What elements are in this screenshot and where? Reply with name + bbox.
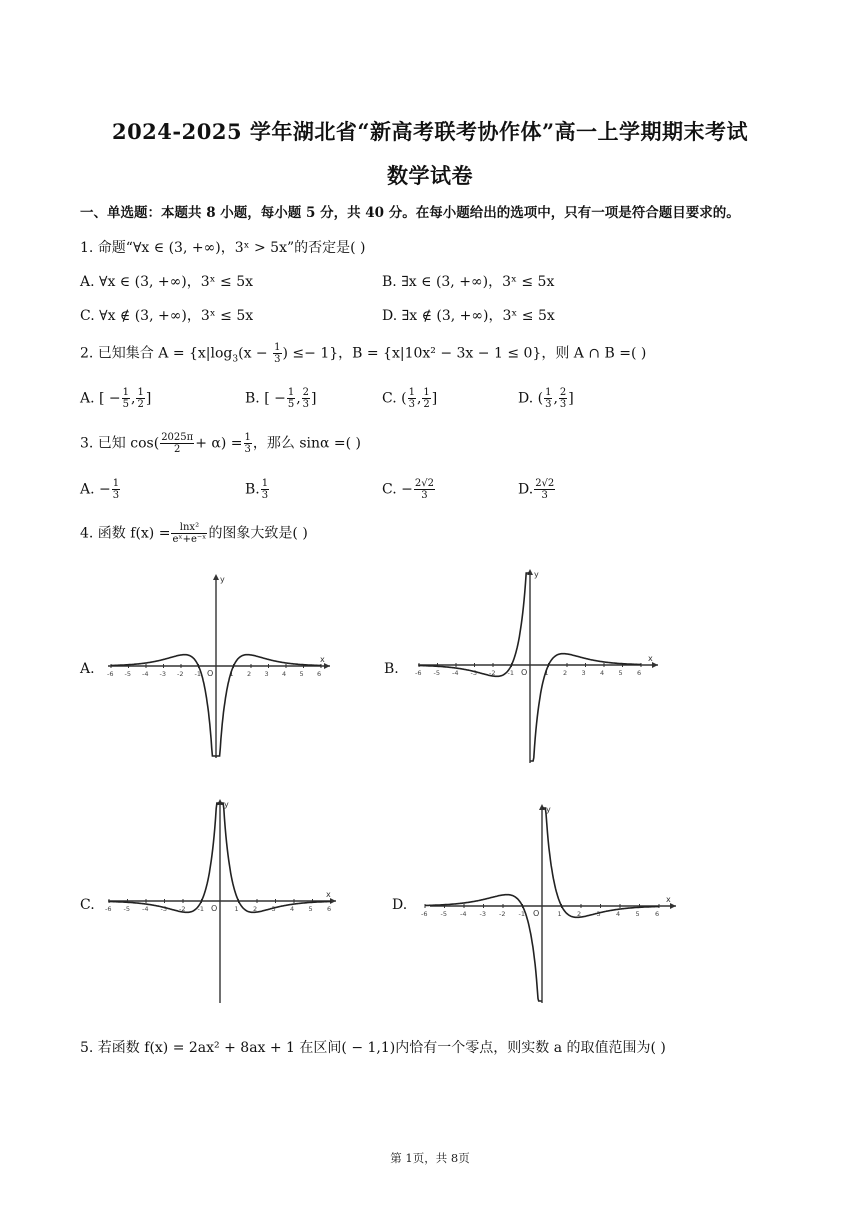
tick-label: 4 <box>600 669 605 677</box>
tick-label: 3 <box>271 905 276 913</box>
tick-label: -2 <box>489 669 496 677</box>
origin-label: O <box>521 668 528 677</box>
exam-subtitle: 数学试卷 <box>387 163 473 188</box>
tick-label: 6 <box>327 905 332 913</box>
y-axis-arrow <box>213 574 219 580</box>
tick-label: -1 <box>518 910 525 918</box>
tick-label: 2 <box>577 910 582 918</box>
tick-label: -1 <box>194 670 201 678</box>
tick-label: -4 <box>142 670 149 678</box>
tick-label: -5 <box>433 669 440 677</box>
tick-label: 1 <box>234 905 239 913</box>
q2-text-a: 2. 已知集合 A = {x|log <box>80 345 233 362</box>
tick-label: 4 <box>282 670 287 678</box>
tick-label: -6 <box>105 905 112 913</box>
tick-label: -6 <box>415 669 422 677</box>
origin-label: O <box>211 904 218 913</box>
x-axis-arrow <box>670 903 676 909</box>
tick-label: -5 <box>123 905 130 913</box>
tick-label: 2 <box>253 905 258 913</box>
y-axis-label: y <box>220 575 225 584</box>
y-axis-label: y <box>224 800 229 809</box>
question-3-option-d: D. $\frac{2√2}{3}$ <box>518 478 555 501</box>
origin-label: O <box>207 669 214 678</box>
curve-right-branch <box>530 654 641 761</box>
tick-label: 1 <box>229 670 234 678</box>
tick-label: -1 <box>197 905 204 913</box>
question-2-option-c: C. ( $\frac{1}{3}$ , $\frac{1}{2}$ ] <box>382 387 438 410</box>
y-axis-label: y <box>534 570 539 579</box>
x-axis-label: x <box>648 654 653 663</box>
tick-label: 6 <box>317 670 322 678</box>
y-axis-arrow <box>539 804 545 810</box>
tick-label: -3 <box>160 905 167 913</box>
x-axis-arrow <box>324 663 330 669</box>
question-3-option-b: B. $\frac{1}{3}$ <box>245 478 269 501</box>
tick-label: -1 <box>507 669 514 677</box>
y-axis-arrow <box>527 569 533 575</box>
tick-label: 1 <box>557 910 562 918</box>
question-5-stem: 5. 若函数 f(x) = 2ax² + 8ax + 1 在区间( − 1,1)内恰有一个零点，则实数 a 的取值范围为( ) <box>80 1040 666 1056</box>
curve-right-branch <box>542 808 659 917</box>
question-2-option-b: B. [ − $\frac{1}{5}$ , $\frac{2}{3}$ ] <box>245 387 317 410</box>
graph-a-label: A. <box>80 661 95 677</box>
origin-label: O <box>533 909 540 918</box>
q2-text-b: (x − <box>238 345 268 362</box>
question-3-option-a: A. − $\frac{1}{3}$ <box>80 478 120 501</box>
tick-label: 3 <box>596 910 601 918</box>
x-axis-label: x <box>320 655 325 664</box>
graph-a <box>104 570 336 760</box>
question-2-option-a: A. [ − $\frac{1}{5}$ , $\frac{1}{2}$ ] <box>80 387 152 410</box>
tick-label: 4 <box>616 910 621 918</box>
question-4-stem: 4. 函数 f(x) = $\frac{\text{lnx²}}{\text{eˣ+e⁻ˣ}}$ 的图象大致是( ) <box>80 522 308 545</box>
q2-text-c: ) ≤− 1}，B = {x|10x² − 3x − 1 ≤ 0}，则 A ∩ B =( ) <box>282 345 647 362</box>
graph-b-label: B. <box>384 661 399 677</box>
y-axis-label: y <box>546 805 551 814</box>
graph-c-label: C. <box>80 897 95 913</box>
page-footer: 第 1页，共 8页 <box>390 1151 470 1165</box>
tick-label: -3 <box>159 670 166 678</box>
tick-label: 5 <box>635 910 640 918</box>
graph-b <box>414 565 664 765</box>
tick-label: -5 <box>124 670 131 678</box>
tick-label: -4 <box>460 910 467 918</box>
tick-label: 5 <box>299 670 304 678</box>
tick-label: 3 <box>581 669 586 677</box>
tick-label: -6 <box>107 670 114 678</box>
question-1-option-d: D. ∃x ∉ (3, +∞)，3ˣ ≤ 5x <box>382 308 555 324</box>
tick-label: 6 <box>637 669 642 677</box>
question-3-stem: 3. 已知 cos( $\frac{2025\pi}{2}$ + α) = $\frac{1}{3}$ ，那么 sinα =( ) <box>80 432 362 455</box>
tick-label: -5 <box>440 910 447 918</box>
curve-right-branch <box>220 803 331 912</box>
x-axis-arrow <box>652 662 658 668</box>
tick-label: 2 <box>563 669 568 677</box>
tick-label: 5 <box>308 905 313 913</box>
y-axis-arrow <box>217 799 223 805</box>
x-axis-label: x <box>666 895 671 904</box>
exam-title: 2024-2025 学年湖北省“新高考联考协作体”高一上学期期末考试 <box>111 119 749 144</box>
tick-label: -6 <box>421 910 428 918</box>
q2-log-base: 3 <box>232 354 239 365</box>
curve-left-branch <box>109 803 220 912</box>
tick-label: -3 <box>479 910 486 918</box>
tick-label: -3 <box>470 669 477 677</box>
question-1-option-a: A. ∀x ∈ (3, +∞)，3ˣ ≤ 5x <box>80 274 254 290</box>
tick-label: 6 <box>655 910 660 918</box>
curve-right-branch <box>216 655 321 756</box>
tick-label: 5 <box>618 669 623 677</box>
question-2-option-d: D. ( $\frac{1}{3}$ , $\frac{2}{3}$ ] <box>518 387 574 410</box>
tick-label: -2 <box>499 910 506 918</box>
tick-label: 4 <box>290 905 295 913</box>
graph-d-label: D. <box>392 897 408 913</box>
question-1-option-c: C. ∀x ∉ (3, +∞)，3ˣ ≤ 5x <box>80 308 254 324</box>
curve-left-branch <box>419 573 530 676</box>
q2-fraction: $\frac{1}{3}$ <box>274 342 281 365</box>
graph-d <box>421 800 682 1005</box>
tick-label: 1 <box>544 669 549 677</box>
graph-c <box>104 795 342 1005</box>
question-1-option-b: B. ∃x ∈ (3, +∞)，3ˣ ≤ 5x <box>382 274 555 290</box>
tick-label: -4 <box>142 905 149 913</box>
question-2-stem <box>80 342 646 365</box>
tick-label: 2 <box>247 670 252 678</box>
tick-label: -4 <box>452 669 459 677</box>
tick-label: -2 <box>179 905 186 913</box>
question-1-stem: 1. 命题“∀x ∈ (3, +∞)，3ˣ > 5x”的否定是( ) <box>80 240 366 256</box>
tick-label: -2 <box>177 670 184 678</box>
x-axis-label: x <box>326 890 331 899</box>
tick-label: 3 <box>264 670 269 678</box>
question-3-option-c: C. − $\frac{2√2}{3}$ <box>382 478 434 501</box>
section-heading: 一、单选题：本题共 8 小题，每小题 5 分，共 40 分。在每小题给出的选项中，只有一项是符合题目要求的。 <box>80 205 740 221</box>
